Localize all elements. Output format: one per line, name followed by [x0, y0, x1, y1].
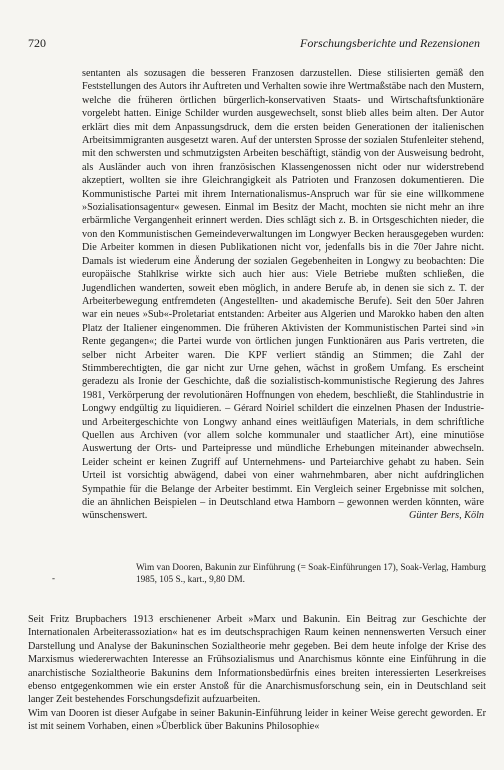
review-paragraph: Wim van Dooren ist dieser Aufgabe in seiner Bakunin-Einführung leider in keiner Weise gerecht geworden. Er ist mit seinem Vorhaben, einen »Überblick über Bakunins Philosophie« — [28, 707, 486, 733]
review-body-text: sentanten als sozusagen die besseren Franzosen darzustellen. Diese stilisierten gemäß den Feststellungen des Autors ihr Auftreten und Verhalten sowie ihre Wertmaßstäbe nach den Mustern, welche die früheren örtlichen bürgerlich-konservativen Staats- und Wirtschaftsfunktionäre vorgelebt hatten. Einige Schilder wurden ausgewechselt, sonst blieb alles beim alten. Der Autor erklärt dies mit dem Anpassungsdruck, dem die ersten beiden Generationen der italienischen Arbeitsimmigranten ausgesetzt waren. Auf der untersten Sprosse der sozialen Stufenleiter stehend, mit den schwersten und schmutzigsten Arbeiten beschäftigt, ständig von der Ausweisung bedroht, als Ausländer auch von ihren französischen Klassengenossen nicht oder nur widerstrebend akzeptiert, wollten sie ihre Gleichrangigkeit als Patrioten und Franzosen dokumentieren. Die Kommunistische Partei mit ihrem Internationalismus-Anspruch war für sie eine willkommene »Sozialisationsagentur« gewesen. Einmal im Besitz der Macht, mochten sie nicht mehr an ihre erbärmliche Vergangenheit erinnert werden. Dies schlägt sich z. B. in Ortsgeschichten nieder, die von den Kommunistischen Gemeindeverwaltungen im Longwyer Becken herausgegeben wurden: Die Arbeiter kommen in diesen Publikationen nicht vor, jedenfalls bis in die 70er Jahre nicht. Damals ist wiederum eine Änderung der sozialen Gegebenheiten in Longwy zu beobachten: Die europäische Stahlkrise wirkte sich auch hier aus: Viele Betriebe mußten schließen, die Jugendlichen wanderten, soweit eben möglich, in andere Berufe ab, in denen sie sich z. T. der Arbeiterbewegung entfremdeten (Angestellten- und akademische Berufe). Seit den 50er Jahren war ein neues »Sub«-Proletariat entstanden: Arbeiter aus Algerien und Marokko haben den alten Platz der Italiener eingenommen. Die früheren Aktivisten der Kommunistischen Partei sind »in Rente gegangen«; die Partei wurde von örtlichen jungen Funktionären aus Paris vertreten, die selber nicht Arbeiter waren. Die KPF verliert ständig an Stimmen; die Zahl der Stimmberechtigten, die gar nicht zur Urne gehen, wächst in großem Umfang. Es erscheint geradezu als Ironie der Geschichte, daß die sozialistisch-kommunistische Regierung des Jahres 1981, Verkörperung der revolutionären Hoffnungen von ehedem, beschließt, die Stahlindustrie in Longwy endgültig zu liquidieren. – Gérard Noiriel schildert die einzelnen Phasen der Industrie- und Arbeitergeschichte von Longwy anhand eines weitläufigen Materials, in dem schriftliche Quellen aus Archiven (vor allem solche kommunaler und staatlicher Art), eine minutiöse Auswertung der Orts- und Parteipresse und mündliche Erhebungen miteinander abwechseln. Leider scheint er keinen Zugriff auf Unternehmens- und Parteiarchive gehabt zu haben. Sein Urteil ist vorsichtig abwägend, dabei von einer wahrnehmbaren, aber nicht aufdringlichen Sympathie für die Belange der Arbeiter bestimmt. Ein Vergleich seiner Ergebnisse mit solchen, die an ähnlichen Beispielen – in Deutschland etwa Hamborn – gewonnen werden könnten, wäre wünschenswert. — [82, 68, 484, 522]
bibliographic-entry: Wim van Dooren, Bakunin zur Einführung (= Soak-Einführungen 17), Soak-Verlag, Hamburg 1985, 105 S., kart., 9,80 DM. — [136, 563, 486, 586]
section-mark: - — [52, 573, 55, 583]
new-review — [28, 613, 486, 734]
review-continuation — [82, 67, 484, 523]
review-paragraph: Seit Fritz Brupbachers 1913 erschienener Arbeit »Marx und Bakunin. Ein Beitrag zur Geschichte der Internationalen Arbeiterassoziation« hat es im deutschsprachigen Raum keinen nennenswerten Versuch einer Darstellung und Analyse der Bakuninschen Sozialtheorie mehr gegeben. Bei dem heute infolge der Krise des Marxismus wiedererwachten Interesse an Frühsozialismus und Anarchismus könnte eine Einführung in die anarchistische Sozialtheorie Bakunins dem Informationsbedürfnis eines breiten interessierten Leserkreises ebenso entgegenkommen wie ein erster Anstoß für die Anarchismusforschung sein, ein in Deutschland seit langer Zeit bestehendes Forschungsdefizit aufzuarbeiten. — [28, 614, 486, 706]
page-number: 720 — [28, 36, 46, 50]
reviewer-signature: Günter Bers, Köln — [409, 510, 484, 522]
running-title: Forschungsberichte und Rezensionen — [300, 36, 480, 50]
review-body — [82, 67, 484, 523]
page-header — [28, 36, 480, 52]
